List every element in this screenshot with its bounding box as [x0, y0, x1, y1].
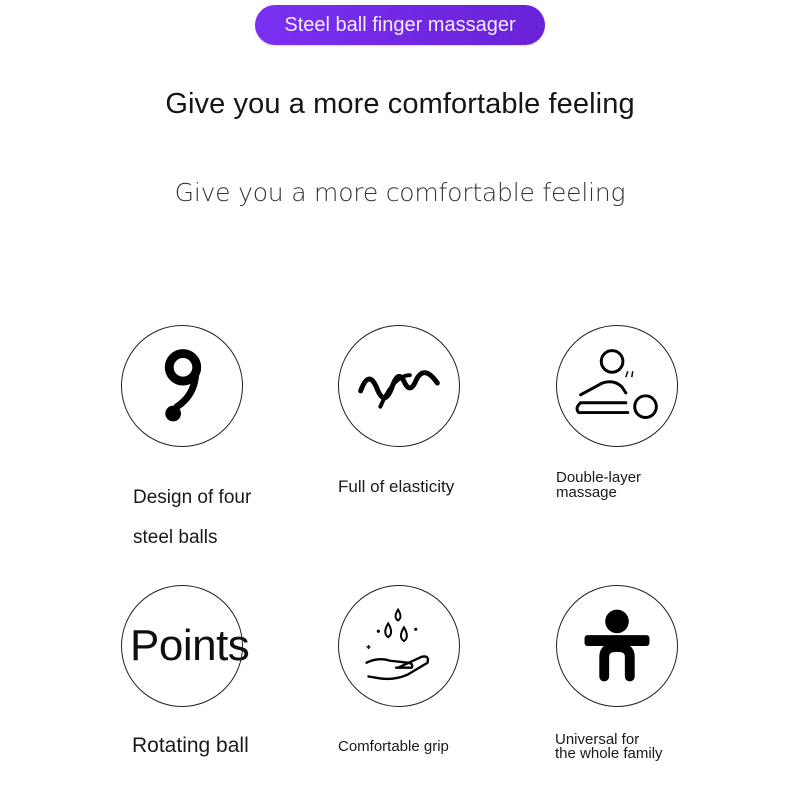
feature-circle-elasticity: [338, 325, 460, 447]
feature-label-family: [555, 733, 663, 761]
feature-label-line: the whole family: [555, 745, 663, 762]
product-title-label: Steel ball finger massager: [284, 14, 516, 36]
feature-label-line: steel balls: [133, 527, 218, 548]
person-figure-icon: [557, 585, 677, 707]
hand-drops-icon: [339, 585, 459, 707]
feature-label-line: Design of four: [133, 487, 252, 508]
feature-label-line: massage: [556, 484, 617, 501]
headline: Give you a more comfortable feeling: [165, 88, 635, 120]
feature-label-line: Double-layer: [556, 469, 642, 486]
massage-person-icon: [557, 325, 677, 447]
feature-label-double-layer: [556, 470, 641, 500]
points-text-icon: Points: [130, 621, 250, 670]
elasticity-wave-icon: [339, 325, 459, 447]
feature-circle-double-layer: [556, 325, 678, 447]
feature-label-comfortable-grip: Comfortable grip: [338, 738, 449, 755]
feature-label-rotating-ball: Rotating ball: [132, 734, 249, 757]
feature-circle-comfortable-grip: [338, 585, 460, 707]
feature-circle-rotating-ball: [121, 585, 250, 707]
feature-label-steel-balls: [133, 478, 251, 558]
feature-circle-steel-balls: [121, 325, 243, 447]
feature-label-elasticity: Full of elasticity: [338, 477, 455, 496]
steel-ball-icon: [122, 325, 242, 447]
subheadline: Give you a more comfortable feeling: [174, 178, 626, 207]
feature-label-line: Universal for: [555, 731, 640, 748]
product-title-pill: [255, 5, 545, 45]
feature-circle-family: [556, 585, 678, 707]
